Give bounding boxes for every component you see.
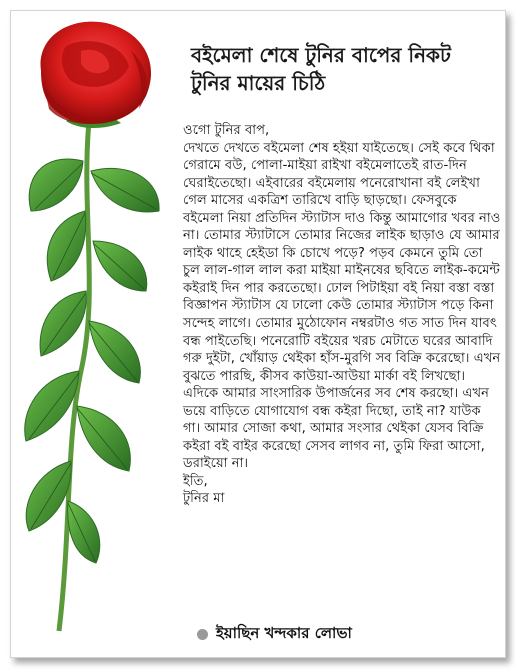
closing: ইতি,: [183, 473, 208, 489]
title-line-1: বইমেলা শেষে টুনির বাপের নিকট: [191, 43, 451, 67]
title-line-2: টুনির মায়ের চিঠি: [191, 71, 326, 95]
letter-card: [10, 10, 506, 658]
letter-body: দেখতে দেখতে বইমেলা শেষ হইয়া যাইতেছে। সেই কবে থিকা গেরামে বউ, পোলা-মাইয়া রাইখা বইমেলাতেই রাত-দিন ঘেরাইতেছো। এইবারের বইমেলায় পনেরোখানা বই লেইখা গেল মাসের একত্রিশ তারিখে বাড়ি ছাড়ছো। ফেসবুকে বইমেলা নিয়া প্রতিদিন স্ট্যাটাস দাও কিন্তু আমাগোর খবর নাও না। তোমার স্ট্যাটাসে তোমার নিজের লাইক ছাড়াও যে আমার লাইক থাহে হেইডা কি চোখে পড়ে? পড়ব কেমনে তুমি তো চুল লাল-গাল লাল করা মাইয়া মাইনষের ছবিতে লাইক-কমেন্ট কইরাই দিন পার করতেছো। ঢোল পিটাইয়া বই নিয়া বস্তা বস্তা বিজ্ঞাপন স্ট্যাটাস যে ঢালো কেউ তোমার স্ট্যাটাস পড়ে কিনা সন্দেহ লাগে। তোমার মুঠোফোন নম্বরটাও গত সাত দিন যাবৎ বন্ধ পাইতেছি। পনেরোটি বইয়ের খরচ মেটাতে ঘরের আবাদি গরু দুইটা, খোঁয়াড় থেইকা হাঁস-মুরগি সব বিক্রি করেছো। এখন বুঝতে পারছি, কীসব কাউয়া-আউয়া মার্কা বই লিখছো। এদিকে আমার সাংসারিক উপার্জনের সব শেষ করছো। এখন ভয়ে বাড়িতে যোগাযোগ বন্ধ কইরা দিছো, তাই না? যাউক গা। আমার সোজা কথা, আমার সংসার থেইকা যেসব বিক্রি কইরা বই বাইর করেছো সেসব লাগব না, তুমি ফিরা আসো, ডরাইয়ো না।: [183, 140, 501, 472]
author-byline: [197, 622, 497, 647]
signature: টুনির মা: [183, 491, 225, 507]
author-name: ইয়াছিন খন্দকার লোভা: [216, 624, 352, 642]
rose-illustration: [11, 11, 181, 657]
letter-text: [183, 122, 501, 508]
bullet-icon: [197, 629, 208, 640]
article-title: [191, 41, 496, 97]
salutation: ওগো টুনির বাপ,: [183, 123, 270, 138]
